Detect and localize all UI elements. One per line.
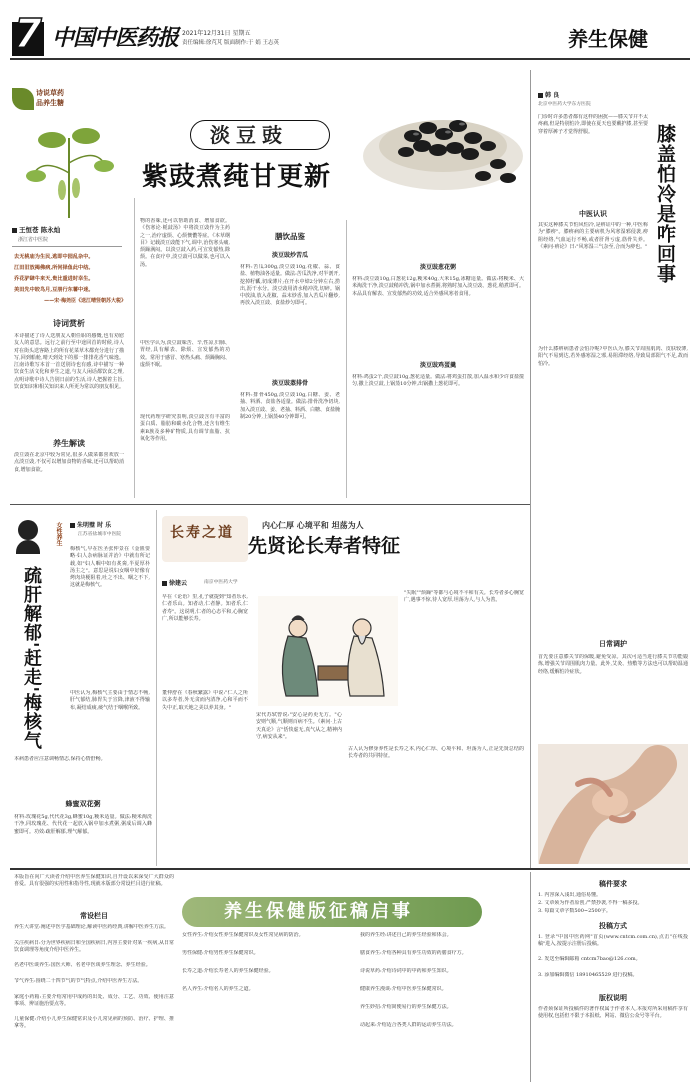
cfp-submit-heading: 投稿方式: [599, 922, 627, 930]
feature-title-big: 紫豉煮莼甘更新: [142, 162, 332, 192]
female-health-badge-text: 女性养生: [55, 522, 62, 546]
cfp-submit-0: 1. 登录"中国中医药网"首页(www.cntcm.com.cn),点击"在线投稿"进入,按提示注册后投稿。: [538, 934, 688, 948]
knee-image: [538, 744, 688, 864]
longevity-author: 徐建云: [162, 580, 187, 589]
cfp-columns-heading: 常设栏目: [80, 912, 108, 920]
feature-title-small-text: 淡豆豉: [210, 123, 288, 147]
recipe-heading: 膳饮品鉴: [275, 232, 305, 241]
cfp-req-0: 1. 内容深入浅出,通俗易懂。: [538, 892, 601, 898]
editor-line: 责任编辑:徐芃芃 版面制作:于 娟 王志英: [182, 40, 279, 46]
feature-body-2: 中医学认为,淡豆豉味苦、辛,性凉,归肺、胃经,具有解表、除烦、宣发郁热的功效。常用于感冒、寒热头痛、烦躁胸闷、虚烦不眠。: [140, 340, 230, 368]
date-line: 2021年12月31日 星期五: [182, 30, 251, 37]
cfp-col-10: 我的养生经:讲述自己的养生经验和体会。: [360, 932, 452, 938]
recipe-2-text: 材料:排骨450g,淡豆豉10g,白糖、姜、老抽、料酒、食盐各适量。做法:排骨洗净切块,加入淡豆豉、姜、老抽、料酒、白糖、食盐腌制20分钟,上锅蒸40分钟即可。: [240, 392, 340, 420]
cfp-col-15: 动起来:介绍适合各类人群的运动养生功法。: [360, 1022, 457, 1028]
longevity-text1: 早在《论语》里,孔子就提到"知者乐水,仁者乐山。知者动,仁者静。知者乐,仁者寿"。这说明,仁者的心态平和,心胸宽广,所以能够长寿。: [162, 594, 248, 622]
knee-sub2: 日常调护: [599, 640, 627, 648]
cfp-intro: 本版旨在向广大读者介绍中医养生保健知识,自开设以来深受广大群众的喜爱。具有很强的实用性和指导性,现就本版部分常设栏目进行征稿。: [14, 874, 174, 888]
recipe-3-name: 淡豆豉葱花粥: [419, 264, 456, 271]
cfp-col-9: 名人养生:介绍名人的养生之道。: [182, 986, 254, 992]
knee-sub1: 中医认识: [579, 210, 607, 218]
cfp-col-2: 名老中医谈养生:国医大师、名老中医谈养生理念、养生经验。: [14, 962, 151, 968]
appreciation-text: 本诗描述了诗人送朋友入朝任职的感慨,也有劝慰友人的意思。远行之前行至中途回首的时候,诗人对在街头送客路上的所有花菜草木都充分进行了描写,回到船舱,晴天到处下的那一排排花香气味逸。江南诗歌写本首一首送别诗也有感,诗中描写一种饮食生活文化和养生之道,与友人闲话都饮食之理,点明诗歌中诗人告别日前的生活,诗人把握着主旨,饮食知识和相关知识来人所更为常以的朋友相见。: [14, 333, 124, 390]
liver-text1: 梅核气,早在医圣张仲景在《金匮要略·妇人杂病脉证并治》中就有所记载,如"妇人咽中如有炙脔,半夏厚朴汤主之"。意思是说妇女咽中好像有烤肉块梗阻着,吐之不出、咽之不下,这就是梅核气。: [70, 546, 150, 589]
health-heading: 养生解读: [53, 439, 85, 448]
feature-body-1: 物的香味,还可以帮助消食、增加食欲。《伤寒论·栀豉汤》中将淡豆豉作为主药之一,治疗虚烦、心烦懊憹等症。《本草纲目》记载淡豆豉能下气,调中,治伤寒头痛,烦躁满闷。以淡豆豉入药,可宣发郁热,除烦。在食疗中,淡豆豉可以做菜,也可以入汤。: [140, 218, 230, 268]
section-title: 养生保健: [568, 27, 648, 51]
woman-body-icon: [16, 540, 40, 554]
cfp-col-14: 养生妙招:介绍简便易行的养生保健方法。: [360, 1004, 452, 1010]
recipe-4-name: 淡豆豉鸡蛋羹: [419, 362, 456, 369]
cfp-copyright-heading: 版权说明: [599, 994, 627, 1002]
liver-author: 朱明璧 时 乐: [70, 522, 111, 531]
cfp-col-13: 健康养生漫谈:介绍中医养生保健常识。: [360, 986, 447, 992]
liver-text2: 中医认为,梅核气主要由于情志不畅,肝气郁结,肺胃失于宣降,津液不得输布,凝结成痰,痰气结于咽喉所致。: [70, 690, 150, 711]
recipe-4-text: 材料:鸡蛋2个,淡豆豉10g,葱花适量。做法:将鸡蛋打散,加入温水和少许食盐搅匀,撒上淡豆豉,上锅蒸10分钟,出锅撒上葱花即可。: [352, 374, 524, 388]
cfp-submit-1: 2. 发送至编辑邮箱 cntcm7bao@126.com。: [538, 956, 641, 962]
poem-author: 王恒苍 陈永灿: [12, 226, 60, 235]
cfp-col-11: 膳食养生:介绍各种具有养生功效的药膳食疗方。: [360, 950, 467, 956]
feature-body-3: 现代药理学研究表明,淡豆豉含有丰富的蛋白质、脂肪和碳水化合物,还含有维生素B族及多种矿物质,具有调节血脂、抗氧化等作用。: [140, 414, 230, 442]
liver-recipe-text: 材料:玫瑰花5g,代代花3g,蜂蜜10g,粳米适量。做法:粳米淘洗干净,同玫瑰花、代代花一起放入锅中加水煮粥,粥成后调入蜂蜜即可。功效:疏肝解郁,理气解郁。: [14, 814, 152, 835]
poem-badge: [12, 88, 82, 116]
health-text: 淡豆豉在北京中较为常见,很多人做菜都喜欢放一点淡豆豉,不仅可以增加食物的香味,还可以帮助消食,增加食欲。: [14, 452, 124, 473]
cfp-copyright: 作者须保证所投稿件的著作权属于作者本人,本报对所采用稿件享有使用权,包括但不限于本报纸、网站、微信公众号等平台。: [538, 1006, 688, 1020]
knee-text1: 其实这种膝关节怕风怕冷,是痹证中的一种,中医称为"膝痹"。膝痹病的主要病机为风寒湿邪侵袭,痹阻经络,气血运行不畅,或者肝肾亏虚,筋骨失养。《素问·痹论》曰:"风寒湿三气杂至,合而为痹也。": [538, 222, 648, 250]
cfp-req-heading: 稿件要求: [599, 880, 627, 888]
recipe-2-name: 淡豆豉蒸排骨: [271, 380, 308, 387]
cfp-req-1: 2. 文章须为作者原创,严禁抄袭,不得一稿多投。: [538, 900, 643, 906]
woman-icon: [18, 520, 38, 540]
recipe-1-text: 材料:苦瓜300g,淡豆豉10g,花椒、蒜、食盐、植物油各适量。做法:苦瓜洗净,对半剖开,挖掉籽瓤,切成薄片;在开水中焯2分钟左右,捞出,沥干水分。淡豆豉用清水稍冲洗,切碎。锅中放油,放入花椒、蒜末炒香,加入苦瓜片翻炒,再放入淡豆豉、食盐炒匀即可。: [240, 264, 340, 307]
liver-recipe-heading: 蜂蜜双花粥: [65, 800, 101, 808]
poem-lines: 去无桃庙为生民,逃即中园乱杂中。 江田旧放揭佛病,所何择鱼此中结。 乔花驴肆牛来天,贵比重进时幸生。 美田先中皎鸟月,豆朋行东薯中迷。: [14, 254, 94, 293]
cfp-banner: 养生保健版征稿启事: [224, 901, 413, 922]
black-beans-image: [358, 86, 528, 196]
knee-intro: 门诊时许多患者都有这样的困扰——膝关节并不太疼痛,但是特别怕冷,即使在夏天也要戴护膝,甚至要穿着厚裤子才觉得舒服。: [538, 114, 648, 135]
cfp-col-7: 男性保健:介绍男性养生保健常识。: [182, 950, 259, 956]
liver-text3: 本病患者应注意调畅情志,保持心情舒畅。: [14, 756, 106, 762]
cfp-col-0: 养生大讲堂:阐述中医学基础理论,解读中医药经典,讲解中医养生方法。: [14, 924, 169, 930]
longevity-kicker: 内心仁厚 心境平和 坦荡为人: [262, 521, 364, 530]
soybean-plant-illustration: [14, 118, 124, 218]
longevity-text3: 宋代苏轼曾说:"安心是药更无方。"心安则气顺,气顺则百病不生。《素问·上古天真论》言"恬惔虚无,真气从之,精神内守,病安从来"。: [256, 712, 342, 740]
poem-source: ——宋·梅尧臣《送江晴竖朝苏大税》: [44, 298, 126, 304]
cfp-col-5: 儿童保健:介绍小儿养生保健常识及小儿常见病的预防、治疗、护理、推拿等。: [14, 1016, 174, 1030]
knee-title: 膝盖怕冷是咋回事: [654, 124, 676, 284]
page-number: 7: [14, 11, 42, 57]
longevity-text2: 董仲舒在《春秋繁露》中说:"仁人之所以多寿者,外无贪而内清净,心和平而不失中正,取天地之美以养其身。": [162, 690, 248, 711]
header-rule: [10, 58, 690, 60]
cfp-col-1: 关注疾病日:分为世界疾病日和全国疾病日,内容主要针对某一疾病,从日常饮食调理等角度介绍中医养生。: [14, 940, 174, 954]
knee-text3: 首先要注意膝关节的保暖,避免受凉。其次可适当进行膝关节功能锻炼,增强关节周围肌肉力量。此外,艾灸、热敷等方法也可以帮助温通经络,缓解怕冷症状。: [538, 654, 688, 675]
paper-name: 中国中医药报: [52, 26, 179, 51]
recipe-1-name: 淡豆豉炒苦瓜: [271, 252, 308, 259]
cfp-col-12: 诗说草药:介绍诗词中的中药和养生知识。: [360, 968, 452, 974]
cfp-col-3: 节气养生:围绕二十四节气的节气特点,介绍中医养生方法。: [14, 978, 143, 984]
longevity-affiliation: 南京中医药大学: [204, 580, 238, 585]
leaf-icon: [12, 88, 34, 110]
poem-affiliation: 浙江省中医院: [18, 237, 49, 243]
cfp-col-4: 家庭小药箱:主要介绍常用中成药的出处、成分、工艺、功效、使用注意事项、辨证施治要点等。: [14, 994, 174, 1008]
liver-affiliation: 江苏省盐城市中医院: [78, 532, 122, 537]
page-header: [0, 0, 700, 60]
sages-illustration: [258, 596, 398, 706]
longevity-text4: "失眠""烦躁"等都与心境不平和有关。长寿者多心胸宽广,遇事不惊,待人宽厚,坦荡为人,与人为善。: [404, 590, 524, 604]
longevity-title: 先贤论长寿者特征: [248, 535, 401, 557]
cfp-req-2: 3. 每篇文章字数500~2500字。: [538, 908, 611, 914]
cfp-submit-2: 3. 添加编辑微信 18910465529 进行投稿。: [538, 972, 638, 978]
cfp-col-8: 长寿之道:介绍长寿老人的养生保健经验。: [182, 968, 274, 974]
longevity-text5: 古人认为修身养性是长寿之本,内心仁厚、心境平和、坦荡为人,正是先贤总结的长寿者的共同特征。: [348, 746, 524, 760]
poem-badge-text: 诗说草药 品养生糖: [36, 89, 64, 107]
knee-text2: 为什么膝痹病患者会怕冷呢?中医认为,膝关节周围肌肉、皮肤较薄,阳气不易到达,若外感寒湿之邪,易阻滞经络,导致局部阳气不足,故而怕冷。: [538, 346, 688, 367]
female-health-badge: [16, 520, 44, 554]
knee-affiliation: 北京中医药大学东方医院: [538, 102, 591, 107]
appreciation-heading: 诗词赏析: [53, 319, 85, 328]
cfp-col-6: 女性养生:介绍女性养生保健常识及女性常见病的防治。: [182, 932, 304, 938]
recipe-3-text: 材料:淡豆豉10g,白葱花12g,粳米40g,大米15g,冰糖适量。做法:将粳米、大米淘洗干净,淡豆豉稍冲洗,锅中加水煮粥,将熟时加入淡豆豉、葱花,稍煮即可。本品具有解表、宣发郁热的功效,适合外感风寒者食用。: [352, 276, 524, 297]
longevity-badge-text: 长寿之道: [170, 525, 234, 541]
liver-title: 疏肝解郁'赶走'梅核气: [21, 566, 42, 751]
knee-author: 韩 良: [538, 92, 559, 101]
